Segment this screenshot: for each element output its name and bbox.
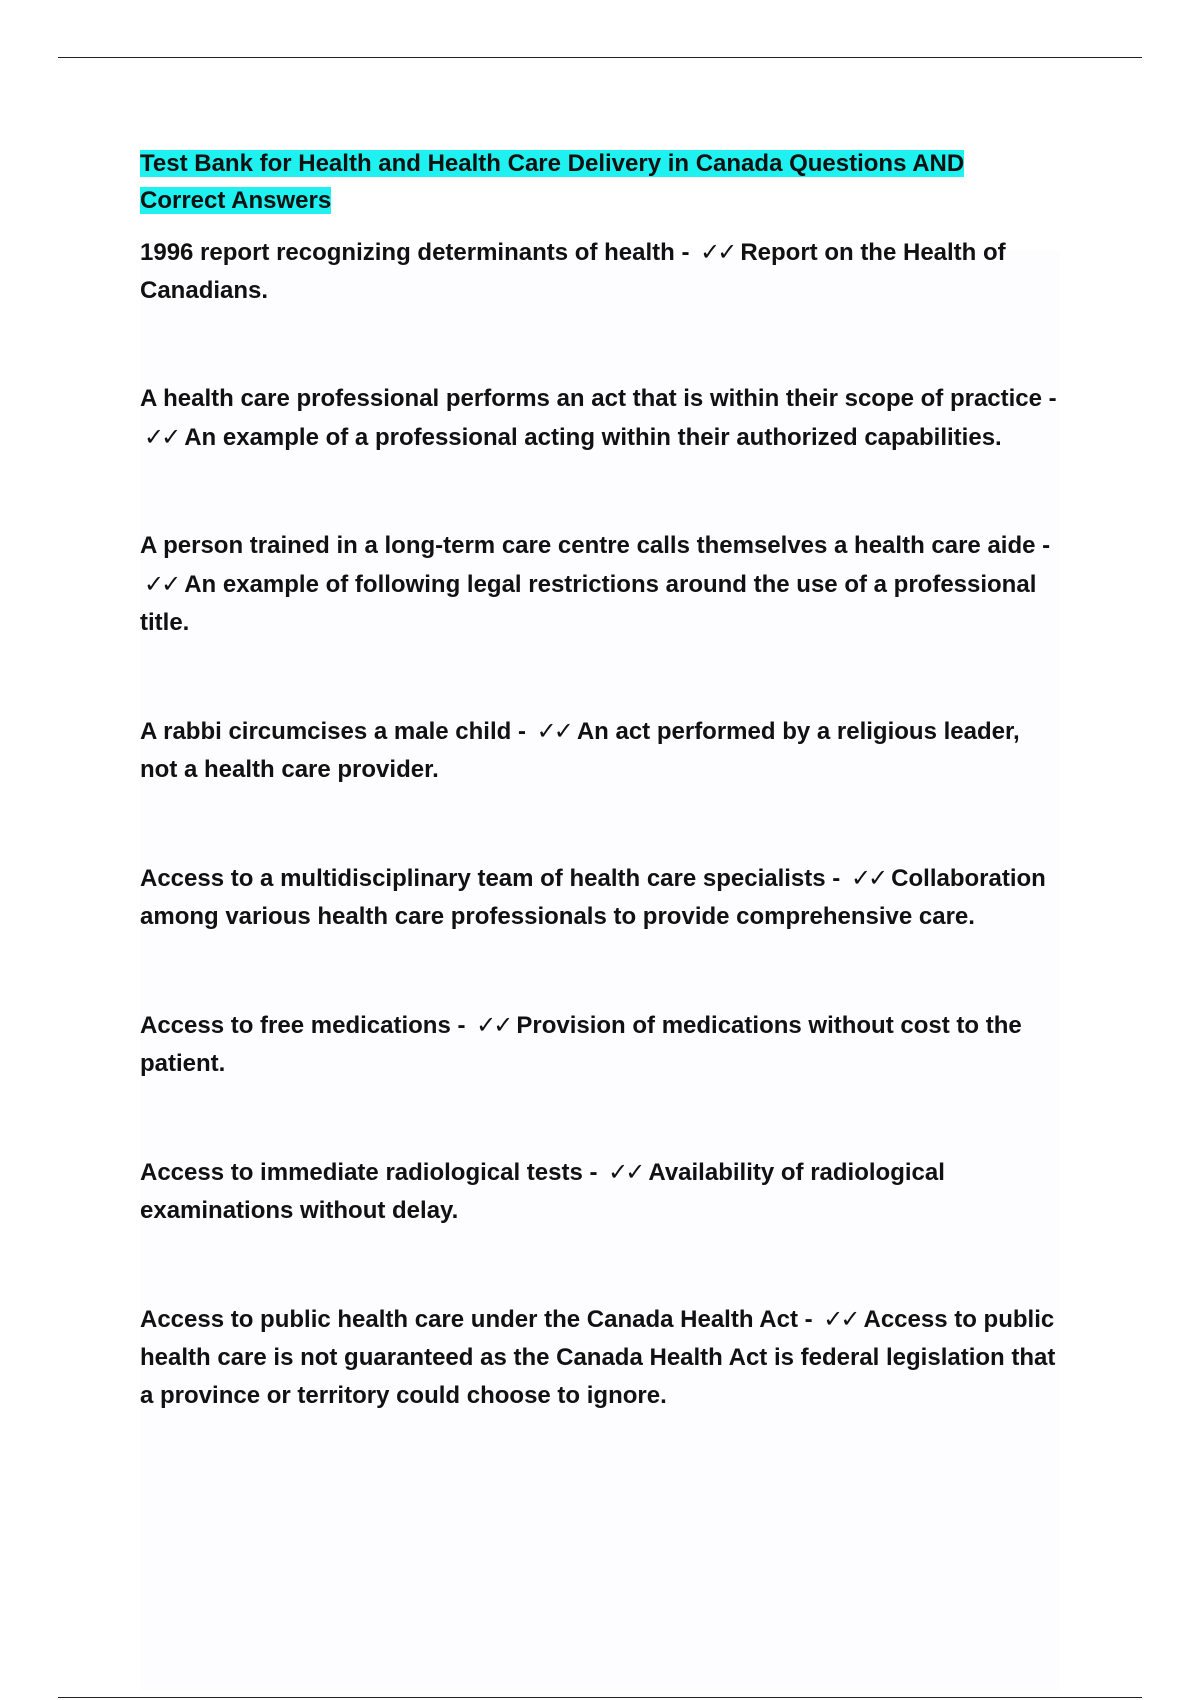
answer-text: An act performed by a religious leader, not a health care provider. bbox=[140, 718, 1020, 783]
answer-text: An example of following legal restrictions around the use of a professional title. bbox=[140, 571, 1037, 636]
answer-text: Access to public health care is not guaranteed as the Canada Health Act is federal legislation that a province or territory could choose to ignore. bbox=[140, 1306, 1056, 1409]
answer-text: An example of a professional acting within their authorized capabilities. bbox=[184, 424, 1002, 451]
document-body bbox=[140, 145, 1060, 1415]
separator: - bbox=[1035, 532, 1051, 559]
question-text: Access to free medications bbox=[140, 1012, 451, 1039]
separator: - bbox=[511, 718, 533, 745]
question-text: 1996 report recognizing determinants of health bbox=[140, 239, 675, 266]
double-check-icon: ✓✓ bbox=[144, 423, 179, 451]
question-text: Access to immediate radiological tests bbox=[140, 1159, 583, 1186]
answer-text: Availability of radiological examinations without delay. bbox=[140, 1159, 945, 1224]
separator: - bbox=[1042, 385, 1057, 412]
separator: - bbox=[797, 1306, 820, 1333]
double-check-icon: ✓✓ bbox=[700, 238, 735, 266]
question-text: Access to a multidisciplinary team of health care specialists bbox=[140, 865, 826, 892]
qa-item bbox=[140, 1006, 1060, 1083]
answer-text: Collaboration among various health care professionals to provide comprehensive care. bbox=[140, 865, 1046, 930]
question-text: Access to public health care under the Canada Health Act bbox=[140, 1306, 798, 1333]
separator: - bbox=[582, 1159, 605, 1186]
qa-item bbox=[140, 859, 1060, 936]
answer-text: Report on the Health of Canadians. bbox=[140, 239, 1006, 304]
double-check-icon: ✓✓ bbox=[476, 1011, 511, 1039]
qa-item bbox=[140, 233, 1060, 310]
qa-item bbox=[140, 1300, 1060, 1415]
qa-item bbox=[140, 712, 1060, 789]
double-check-icon: ✓✓ bbox=[608, 1158, 643, 1186]
qa-item bbox=[140, 380, 1060, 457]
separator: - bbox=[825, 865, 847, 892]
document-title bbox=[140, 145, 990, 219]
double-check-icon: ✓✓ bbox=[144, 570, 179, 598]
double-check-icon: ✓✓ bbox=[823, 1305, 858, 1333]
answer-text: Provision of medications without cost to the patient. bbox=[140, 1012, 1022, 1077]
qa-item bbox=[140, 1153, 1060, 1230]
separator: - bbox=[450, 1012, 473, 1039]
double-check-icon: ✓✓ bbox=[536, 717, 571, 745]
qa-item bbox=[140, 527, 1060, 642]
highlighted-title-text: Test Bank for Health and Health Care Delivery in Canada Questions AND Correct Answers bbox=[140, 150, 965, 214]
bottom-rule bbox=[58, 1697, 1142, 1698]
question-text: A person trained in a long-term care centre calls themselves a health care aide bbox=[140, 532, 1036, 559]
question-text: A rabbi circumcises a male child bbox=[140, 718, 512, 745]
question-text: A health care professional performs an act that is within their scope of practice bbox=[140, 385, 1043, 412]
top-rule bbox=[58, 57, 1142, 58]
separator: - bbox=[674, 239, 697, 266]
double-check-icon: ✓✓ bbox=[850, 864, 886, 892]
